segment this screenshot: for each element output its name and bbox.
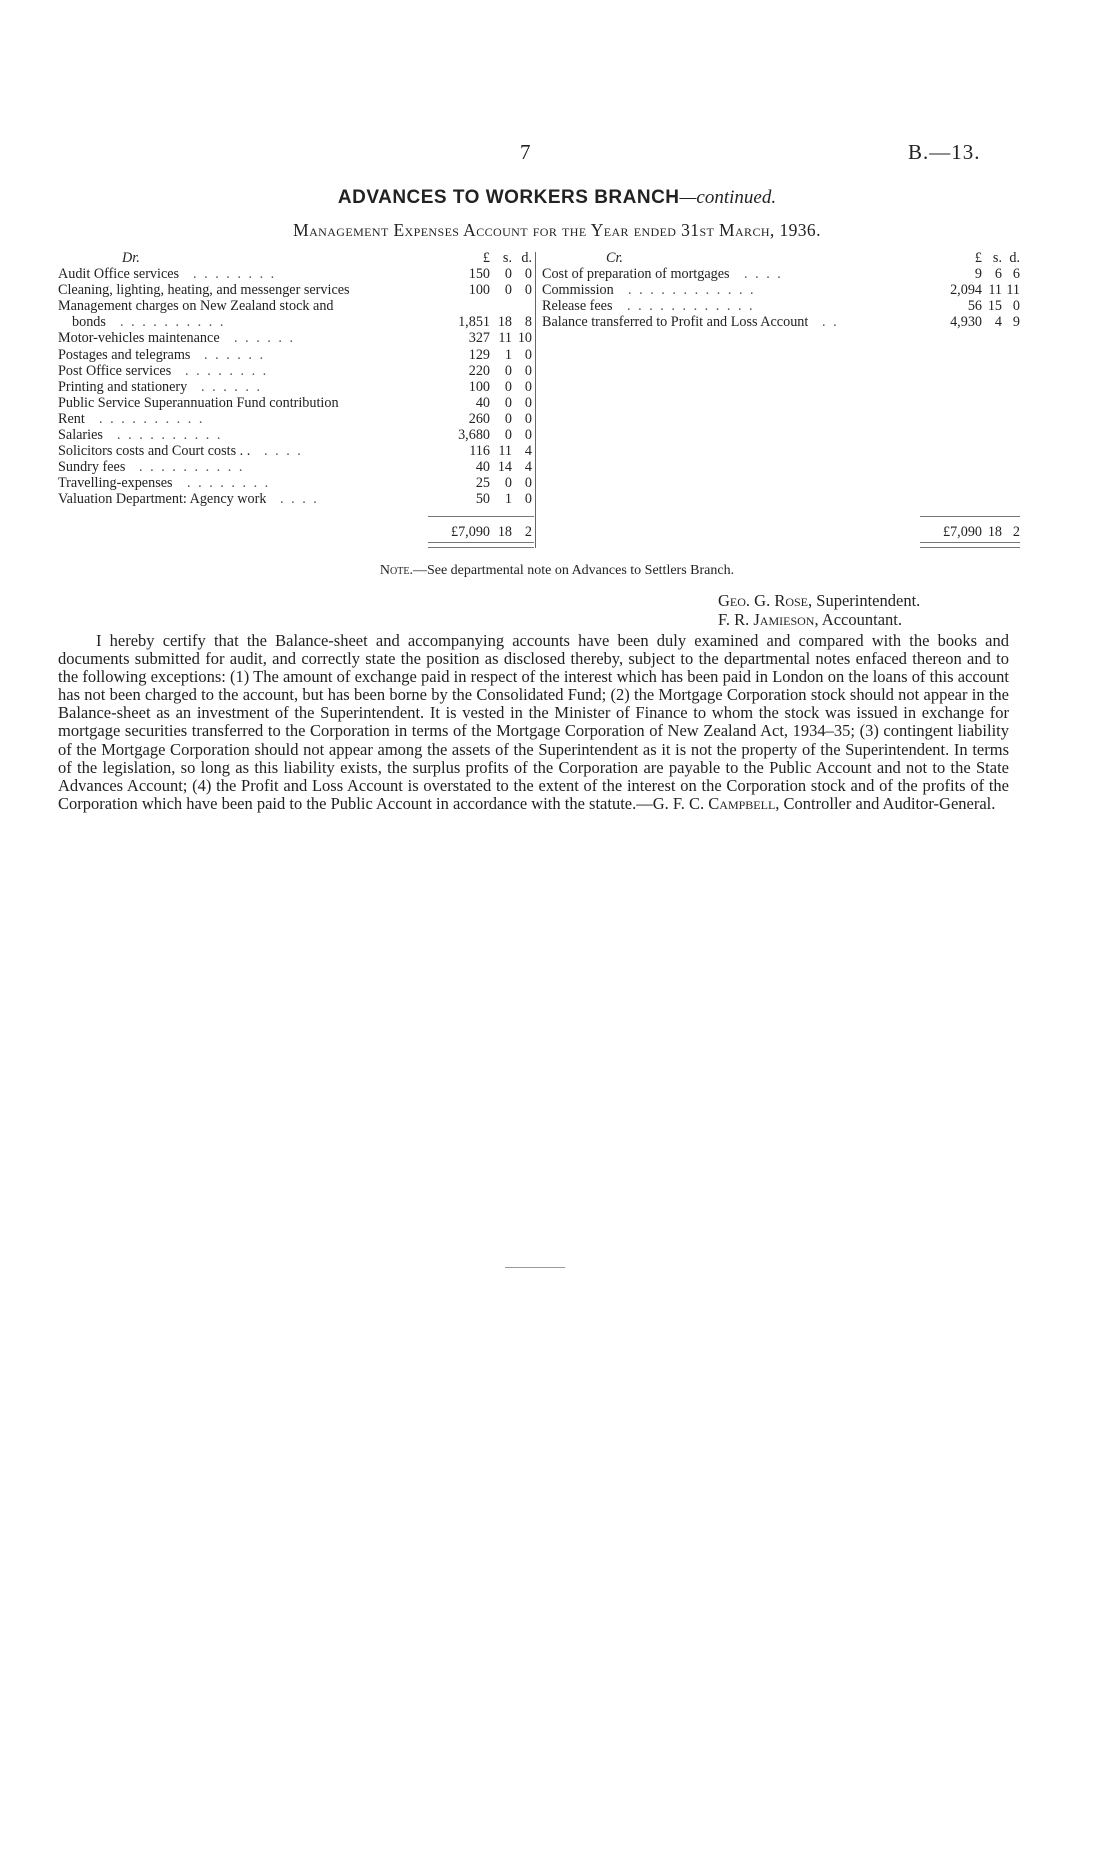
item-pounds: 4,930 <box>950 314 982 331</box>
item-pounds: 40 <box>475 394 490 411</box>
leader-dots: . . . . . . . . . . <box>99 410 205 427</box>
note-lead: Note. <box>379 563 413 578</box>
item-pence: 0 <box>524 346 532 363</box>
signature-superintendent <box>718 591 920 611</box>
debit-total-pounds: £7,090 <box>450 524 490 540</box>
item-pounds: 327 <box>468 330 490 347</box>
item-pence: 0 <box>524 378 532 395</box>
credit-total-pence: 2 <box>1012 524 1020 540</box>
item-pence: 0 <box>524 266 532 283</box>
item-pence: 10 <box>517 330 532 347</box>
leader-dots: . . . . . . . . . . <box>120 314 226 331</box>
leader-dots: . . . . . . . . <box>187 475 271 492</box>
audit-certificate <box>58 632 1009 813</box>
leader-dots: . . . . . . <box>234 330 296 347</box>
item-label: Cleaning, lighting, heating, and messenger services <box>58 282 350 299</box>
item-label: Release fees <box>542 298 613 315</box>
debit-item-row <box>58 443 534 459</box>
leader-dots: . . . . . . . . . . <box>117 427 223 444</box>
credit-total-row <box>542 523 1018 541</box>
document-reference: B.—13. <box>908 140 981 164</box>
credit-total-rule <box>920 516 1020 517</box>
title-suffix: —continued. <box>679 187 777 208</box>
ledger-divider <box>535 252 536 548</box>
item-pounds: 100 <box>468 378 490 395</box>
debit-item-row <box>58 347 534 363</box>
signature-name: Geo. G. Rose <box>718 591 809 610</box>
item-shillings: 11 <box>988 282 1002 299</box>
certificate-body: I hereby certify that the Balance-sheet and accompanying accounts have been duly examined and compared with the books and documents submitted for audit, and correctly state the position as disclosed thereby, subject to the departmental notes enfaced thereon and to the following exceptions: (1) The amount of exchange paid in respect of the interest which has been paid in London on the loans of this account has not been charged to the account, but has been borne by the Consolidated Fund; (2) the Mortgage Corporation stock should not appear in the Balance-sheet as an investment of the Superintendent. It is vested in the Minister of Finance to whom the stock was issued in exchange for mortgage securities transferred to the Corporation in terms of the Mortgage Corporation of New Zealand Act, 1934–35; (3) contingent liability of the Mortgage Corporation should not appear among the assets of the Superintendent as it is not the property of the Superintendent. In terms of the legislation, so long as this liability exists, the surplus profits of the Corporation are payable to the Public Account and not to the State Advances Account; (4) the Profit and Loss Account is overstated to the extent of the interest on the Corporation stock and of the profits of the Corporation which have been paid to the Public Account in accordance with the statute.— <box>58 631 1009 813</box>
item-pence: 0 <box>524 475 532 492</box>
signature-title: , Superintendent. <box>808 591 921 610</box>
item-pounds: 56 <box>967 298 982 315</box>
debit-total-rule <box>428 516 534 517</box>
item-pounds: 3,680 <box>458 427 490 444</box>
item-pence: 11 <box>1006 282 1020 299</box>
item-shillings: 0 <box>504 394 512 411</box>
item-pence: 6 <box>1012 266 1020 283</box>
item-pounds: 116 <box>469 443 490 460</box>
item-pounds: 150 <box>468 266 490 283</box>
debit-item-row <box>58 363 534 379</box>
debit-total-pence: 2 <box>524 524 532 540</box>
item-label: bonds <box>72 314 106 331</box>
item-pence: 0 <box>524 394 532 411</box>
signature-name: F. R. Jamieson <box>718 610 815 629</box>
item-pence: 0 <box>524 427 532 444</box>
debit-item-row <box>58 379 534 395</box>
end-rule <box>505 1267 565 1268</box>
item-shillings: 11 <box>498 330 512 347</box>
item-label: Solicitors costs and Court costs . . <box>58 443 251 460</box>
item-pence: 8 <box>524 314 532 331</box>
account-subtitle: Management Expenses Account for the Year ended 31st March, 1936. <box>293 220 821 240</box>
page-number: 7 <box>520 140 531 164</box>
debit-item-row <box>58 330 534 346</box>
item-label: Travelling-expenses <box>58 475 173 492</box>
item-shillings: 0 <box>504 282 512 299</box>
item-shillings: 0 <box>504 475 512 492</box>
debit-header-row <box>58 250 534 266</box>
debit-item-row <box>58 395 534 411</box>
credit-item-row <box>542 298 1018 314</box>
leader-dots: . . . . <box>264 443 303 460</box>
certificate-signer-title: , Controller and Auditor-General. <box>775 793 996 813</box>
title-main: ADVANCES TO WORKERS BRANCH <box>337 187 680 208</box>
item-shillings: 0 <box>504 266 512 283</box>
item-pence: 4 <box>524 443 532 460</box>
page-title <box>0 187 1114 209</box>
item-shillings: 0 <box>504 410 512 427</box>
credit-double-rule <box>920 542 1020 548</box>
item-label: Postages and telegrams <box>58 346 191 363</box>
credit-pounds-header: £ <box>974 250 982 266</box>
credit-total-shillings: 18 <box>987 524 1002 540</box>
leader-dots: . . . . . . <box>204 346 266 363</box>
item-pence: 0 <box>524 491 532 508</box>
note-text: —See departmental note on Advances to Settlers Branch. <box>412 563 735 578</box>
item-shillings: 0 <box>504 378 512 395</box>
debit-item-row <box>58 282 534 298</box>
item-shillings: 11 <box>498 443 512 460</box>
leader-dots: . . . . . . <box>201 378 263 395</box>
item-label: Balance transferred to Profit and Loss Account <box>542 314 809 331</box>
item-label: Sundry fees <box>58 459 126 476</box>
leader-dots: . . . . . . . . . . . . <box>627 298 755 315</box>
credit-item-row <box>542 282 1018 298</box>
leader-dots: . . . . . . . . . . <box>139 459 245 476</box>
signature-title: , Accountant. <box>814 610 902 629</box>
debit-double-rule <box>428 542 534 548</box>
item-pence: 4 <box>524 459 532 476</box>
item-shillings: 1 <box>504 491 512 508</box>
item-shillings: 0 <box>504 427 512 444</box>
debit-side-label: Dr. <box>122 250 140 266</box>
debit-item-row <box>58 314 534 330</box>
credit-total-pounds: £7,090 <box>942 524 982 540</box>
item-label: Valuation Department: Agency work <box>58 491 267 508</box>
debit-shillings-header: s. <box>502 250 512 266</box>
departmental-note <box>0 563 1114 579</box>
item-label: Post Office services <box>58 362 172 379</box>
item-label: Rent <box>58 410 85 427</box>
item-pounds: 260 <box>468 410 490 427</box>
item-label: Salaries <box>58 427 103 444</box>
item-label: Management charges on New Zealand stock and <box>58 298 334 315</box>
item-pounds: 50 <box>475 491 490 508</box>
debit-pounds-header: £ <box>482 250 490 266</box>
credit-pence-header: d. <box>1009 250 1020 266</box>
leader-dots: . . . . . . . . <box>193 266 277 283</box>
item-shillings: 6 <box>994 266 1002 283</box>
item-shillings: 1 <box>504 346 512 363</box>
credit-shillings-header: s. <box>992 250 1002 266</box>
item-shillings: 18 <box>497 314 512 331</box>
item-label: Public Service Superannuation Fund contribution <box>58 394 339 411</box>
item-shillings: 15 <box>987 298 1002 315</box>
certificate-signer: G. F. C. Campbell <box>652 793 776 813</box>
debit-pence-header: d. <box>521 250 532 266</box>
item-pounds: 40 <box>475 459 490 476</box>
item-pounds: 25 <box>475 475 490 492</box>
item-pounds: 100 <box>468 282 490 299</box>
leader-dots: . . <box>822 314 839 331</box>
item-label: Commission <box>542 282 614 299</box>
debit-total-shillings: 18 <box>497 524 512 540</box>
leader-dots: . . . . . . . . . . . . <box>628 282 756 299</box>
credit-item-row <box>542 314 1018 330</box>
leader-dots: . . . . . . . . <box>185 362 269 379</box>
debit-item-row <box>58 427 534 443</box>
signature-accountant <box>718 610 902 630</box>
credit-header-row <box>542 250 1018 266</box>
item-shillings: 0 <box>504 362 512 379</box>
item-pounds: 129 <box>468 346 490 363</box>
debit-item-row <box>58 475 534 491</box>
item-pence: 0 <box>524 282 532 299</box>
debit-total-row <box>58 523 534 541</box>
item-label: Motor-vehicles maintenance <box>58 330 220 347</box>
item-pence: 0 <box>524 410 532 427</box>
item-shillings: 14 <box>497 459 512 476</box>
item-label: Cost of preparation of mortgages <box>542 266 730 283</box>
item-pounds: 2,094 <box>950 282 982 299</box>
debit-item-row <box>58 298 534 314</box>
item-label: Audit Office services <box>58 266 180 283</box>
credit-side-label: Cr. <box>606 250 623 266</box>
debit-column <box>58 250 534 540</box>
item-pence: 0 <box>524 362 532 379</box>
leader-dots: . . . . <box>280 491 319 508</box>
item-pence: 9 <box>1012 314 1020 331</box>
item-label: Printing and stationery <box>58 378 188 395</box>
debit-item-row <box>58 459 534 475</box>
credit-item-row <box>542 266 1018 282</box>
item-pence: 0 <box>1012 298 1020 315</box>
item-pounds: 220 <box>468 362 490 379</box>
debit-item-row <box>58 266 534 282</box>
debit-item-row <box>58 491 534 507</box>
item-pounds: 9 <box>974 266 982 283</box>
credit-column <box>542 250 1020 540</box>
item-shillings: 4 <box>994 314 1002 331</box>
leader-dots: . . . . <box>744 266 783 283</box>
item-pounds: 1,851 <box>458 314 490 331</box>
debit-item-row <box>58 411 534 427</box>
ledger-table <box>58 250 1018 550</box>
